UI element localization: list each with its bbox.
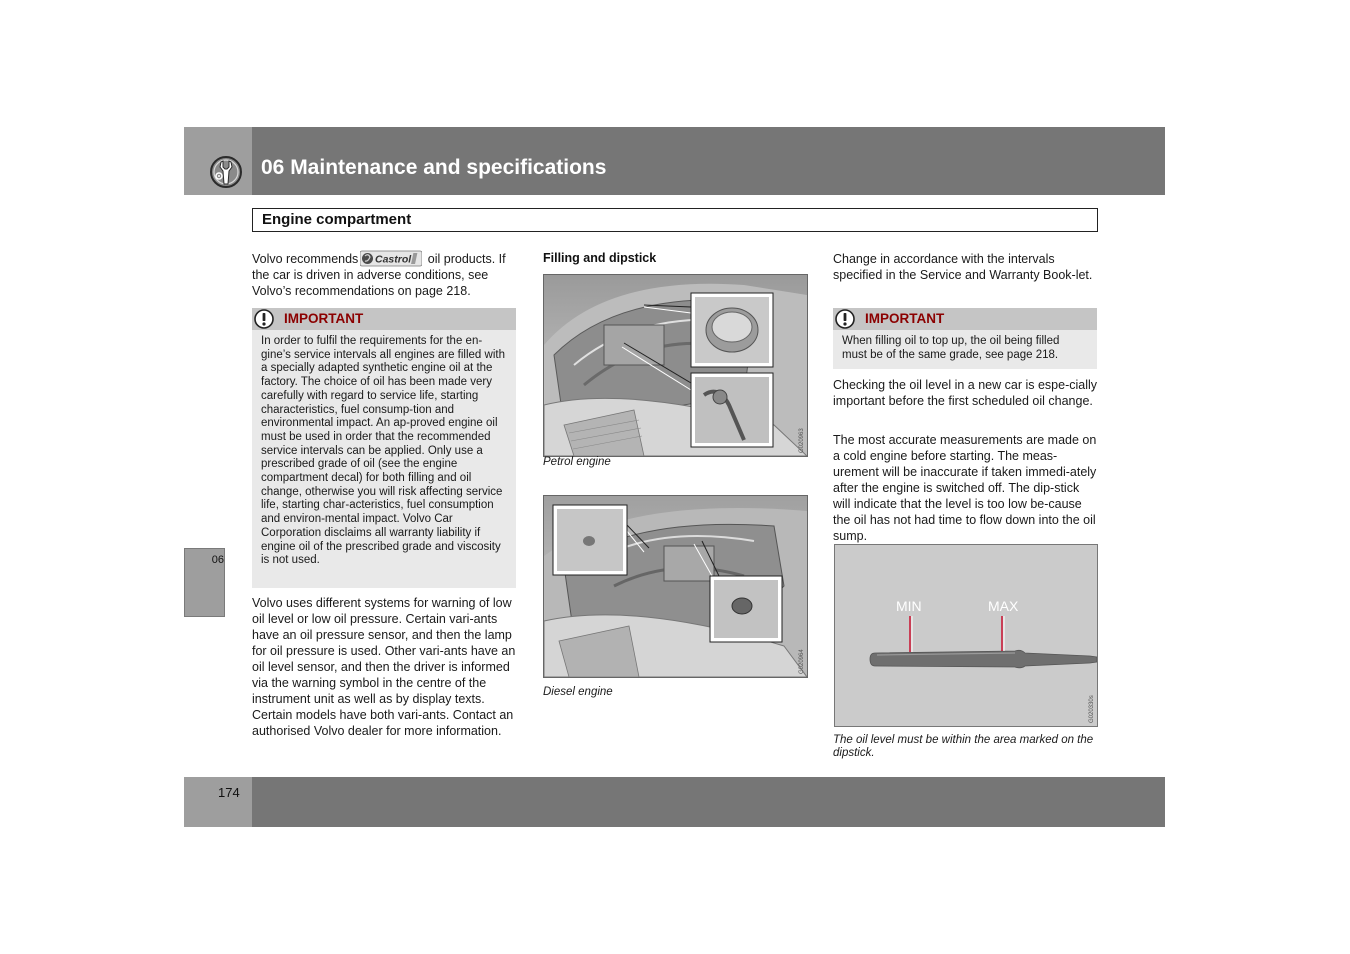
svg-text:G020963: G020963	[799, 428, 805, 453]
dipstick-max-label: MAX	[988, 598, 1019, 614]
castrol-logo	[360, 250, 422, 267]
important-header	[252, 308, 516, 330]
change-intervals-paragraph: Change in accordance with the intervals specified in the Service and Warranty Book-let.	[833, 252, 1093, 282]
dipstick-min-label: MIN	[896, 598, 922, 614]
oil-warning-systems-text	[252, 595, 518, 739]
svg-text:Castrol: Castrol	[375, 253, 412, 266]
chapter-title: 06 Maintenance and specifications	[261, 156, 607, 179]
diesel-engine-illustration	[543, 495, 808, 678]
oil-warning-paragraph: Volvo uses different systems for warning of low oil level or low oil pressure. Certain vari-ants have an oil pressure sensor, and then the lamp for oil pressure is used. Other vari-ants have an oil level sensor, and then the driver is informed via the warning symbol in the centre of the instrument unit as well as by display texts. Certain models have both vari-ants. Contact an authorised Volvo dealer for more information.	[252, 596, 516, 738]
intro-text-end: oil products. If the car is driven in adverse conditions, see Volvo’s recommendations on page 218.	[252, 252, 506, 298]
page-number: 174	[218, 785, 240, 800]
important-header	[833, 308, 1097, 330]
dipstick-caption: The oil level must be within the area marked on the dipstick.	[833, 734, 1094, 759]
svg-text:G020964: G020964	[799, 649, 805, 674]
footer-band	[184, 777, 1165, 827]
dipstick-illustration	[834, 544, 1098, 727]
important-note-top-up	[833, 308, 1097, 369]
section-title: Engine compartment	[262, 211, 412, 228]
change-intervals-text	[833, 251, 1098, 283]
chapter-side-tab-label: 06	[211, 554, 224, 566]
new-car-check-text	[833, 377, 1098, 409]
accurate-measurement-paragraph: The most accurate measurements are made on a cold engine before starting. The meas-urement will be inaccurate if taken immedi-ately after the engine is switched off. The dip-stick will indicate that the level is too low be-cause the oil has not had time to flow down into the oil sump.	[833, 433, 1097, 543]
castrol-recommendation	[252, 251, 516, 299]
important-label: IMPORTANT	[284, 311, 364, 326]
accurate-measurement-text	[833, 432, 1098, 544]
new-car-check-paragraph: Checking the oil level in a new car is espe-cially important before the first scheduled oil change.	[833, 378, 1098, 408]
exclamation-icon	[254, 309, 274, 329]
petrol-engine-illustration	[543, 274, 808, 457]
wrench-icon	[209, 155, 243, 189]
important-label: IMPORTANT	[865, 311, 945, 326]
important-text: In order to fulfil the requirements for the en-gine’s service intervals all engines are filled with a specially adapted synthetic engine oil at the factory. The choice of oil has been made very carefully with regard to service life, starting characteristics, fuel consump-tion and environmental impact. An ap-proved engine oil must be used in order that the recommended service intervals can be applied. Only use a prescribed grade of oil (see the engine compartment decal) for both filling and oil change, otherwise you will risk affecting service life, starting char-acteristics, fuel consumption and environ-mental impact. Volvo Car Corporation disclaims all warranty liability if engine oil of the prescribed grade and viscosity is not used.	[261, 335, 505, 567]
important-text: When filling oil to top up, the oil being filled must be of the same grade, see page 218.	[842, 335, 1060, 361]
diesel-engine-caption: Diesel engine	[543, 686, 613, 698]
important-note-oil-grade	[252, 308, 516, 588]
section-title-box	[252, 208, 1098, 232]
exclamation-icon	[835, 309, 855, 329]
intro-text-start: Volvo recommends	[252, 252, 359, 266]
chapter-side-tab	[184, 548, 225, 617]
petrol-engine-caption: Petrol engine	[543, 456, 611, 468]
dipstick-figure-code: G020330s	[1089, 695, 1095, 723]
filling-dipstick-heading: Filling and dipstick	[543, 251, 657, 265]
